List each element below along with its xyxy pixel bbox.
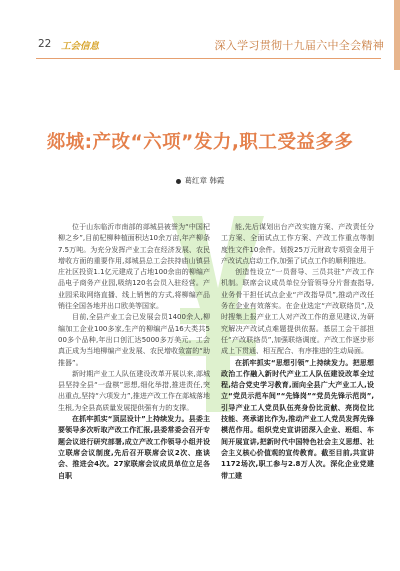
body-paragraph: 创造性设立“一员督导、三员共驻”产改工作机制。联席会议成员单位分管领导分片督查指导,业务骨干担任试点企业“产改指导员”,推动产改任务在企业有效落实。在企业选定“产改联络员”,及时搜集上报产业工人对产改工作的意见建议,为研究解决产改试点难题提供依据。基层工会干部担任“产改联络员”,加强联络调度。产改工作逐步形成上下贯通、相互配合、有序推进的生动局面。 [221, 268, 374, 356]
edge-tab-decoration [394, 0, 400, 70]
bullet-dot-icon [176, 179, 181, 184]
author-names: 葛红章 韩霞 [184, 176, 225, 185]
page-number: 22 [38, 38, 52, 50]
header-rule [36, 58, 381, 59]
body-paragraph: 能,先后谋划出台产改实施方案、产改责任分工方案、全面试点工作方案、产改工作重点等制度性文件10余件。划拨25万元财政专项资金用于产改试点启动工作,加强了试点工作的顺利推进。 [221, 223, 374, 265]
body-paragraph: 目前,全县产业工会已发展会员1400余人,柳编加工企业100多家,生产的柳编产品16大类共500多个品种,年出口创汇达5000多万美元。工会真正成为当地柳编产业发展、农民增收致富的“助推器”。 [58, 313, 210, 367]
section-lead-paragraph: 在抓牢抓实“思想引领”上持续发力。把思想政治工作融入新时代产业工人队伍建设改革全过程,结合党史学习教育,面向全县广大产业工人,设立“党员示范车间”“先锋岗”“党员先锋示范岗”,引导产业工人党员队伍亮身份比贡献、亮岗位比技能、亮承诺比作为,推动产业工人党员发挥先锋模范作用。组织党史宣讲团深入企业、班组、车间开展宣讲,把新时代中国特色社会主义思想、社会主义核心价值观的宣传教育。截至目前,共宣讲1172场次,职工参与2.8万人次。深化企业党建带工建 [221, 358, 374, 480]
section-title: 深入学习贯彻十九届六中全会精神 [214, 39, 384, 52]
magazine-logo: 工会信息 [61, 41, 100, 52]
body-paragraph: 新时期产业工人队伍建设改革开展以来,郯城县坚持全县“一盘棋”思想,细化举措,推进责任,突出重点,坚持“六项发力”,推进产改工作在郯城落地生根,为全县高质量发展提供强有力的支撑。 [58, 369, 210, 412]
text-column-right [221, 222, 374, 482]
section-lead-paragraph: 在抓牢抓实“顶层设计”上持续发力。县委主要领导多次听取产改工作汇报,县委常委会召开专题会议进行研究部署,成立产改工作领导小组并设立联席会议制度,先后召开联席会议2次、座谈会、推进会4次。27家联席会议成员单位立足各自职 [58, 415, 210, 480]
article-byline [0, 175, 400, 186]
edge-tab-gap [394, 70, 400, 86]
text-column-left [58, 222, 210, 482]
body-paragraph: 位于山东临沂市南部的郯城县被誉为“中国杞柳之乡”,目前杞柳种植面积达10余万亩,年产柳条7.5万吨。为充分发挥产业工会在经济发展、农民增收方面的重要作用,郯城县总工会扶持庙山镇县庄社区投资1.1亿元建成了占地100余亩的柳编产品电子商务产业园,吸纳120名会员入驻经营。产业园采取网络直播、线上销售的方式,将柳编产品销往全国各地并出口欧美等国家。 [58, 223, 210, 311]
page-header [38, 36, 384, 58]
article-title: 郯城:产改“六项”发力,职工受益多多 [46, 132, 354, 153]
